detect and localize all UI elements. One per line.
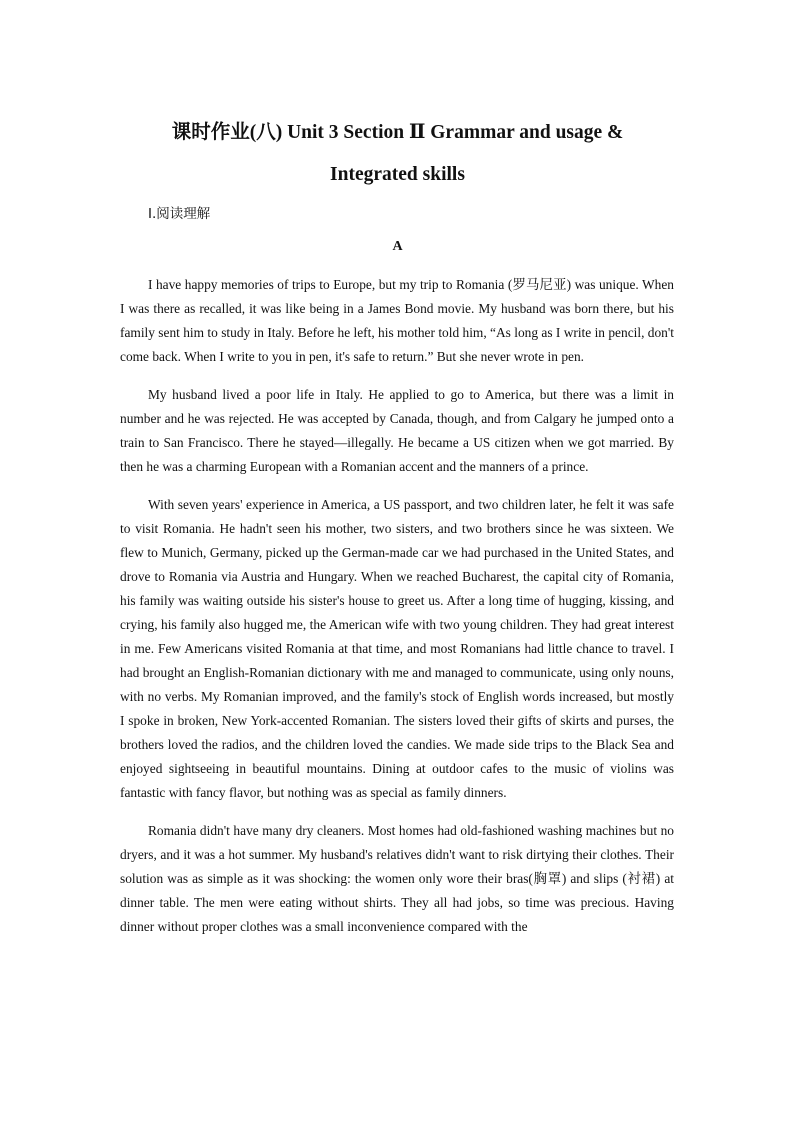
passage-body — [120, 273, 674, 953]
paragraph-2: My husband lived a poor life in Italy. He applied to go to America, but there was a limit in number and he was rejected. He was accepted by Canada, though, and from Calgary he jumped onto a train to San Francisco. There he stayed—illegally. He became a US citizen when we got married. By then he was a charming European with a Romanian accent and the manners of a prince. — [120, 387, 674, 474]
title-line-1: 课时作业(八) Unit 3 Section Ⅱ Grammar and usage & — [171, 122, 624, 143]
paragraph-3: With seven years' experience in America, a US passport, and two children later, he felt it was safe to visit Romania. He hadn't seen his mother, two sisters, and two brothers since he was sixteen. We flew to Munich, Germany, picked up the German-made car we had purchased in the United States, and drove to Romania via Austria and Hungary. When we reached Bucharest, the capital city of Romania, his family was waiting outside his sister's house to greet us. After a long time of hugging, kissing, and crying, his family also hugged me, the American wife with two young children. They had great interest in me. Few Americans visited Romania at that time, and most Romanians had little chance to travel. I had brought an English-Romanian dictionary with me and managed to communicate, using only nouns, with no verbs. My Romanian improved, and the family's stock of English words increased, but mostly I spoke in broken, New York-accented Romanian. The sisters loved their gifts of skirts and purses, the brothers loved the radios, and the children loved the candies. We made side trips to the Black Sea and enjoyed sightseeing in beautiful mountains. Dining at outdoor cafes to the music of violins was fantastic with fancy flavor, but nothing was as special as family dinners. — [120, 497, 674, 800]
part-label: A — [392, 239, 403, 254]
paragraph-1: I have happy memories of trips to Europe, but my trip to Romania (罗马尼亚) was unique. When I was there as recalled, it was like being in a James Bond movie. My husband was born there, but his family sent him to study in Italy. Before he left, his mother told him, “As long as I write in pencil, don't come back. When I write to you in pen, it's safe to return.” But she never wrote in pen. — [120, 277, 674, 364]
page-title — [120, 112, 675, 196]
title-line-2: Integrated skills — [330, 164, 465, 185]
paragraph-4: Romania didn't have many dry cleaners. Most homes had old-fashioned washing machines but no dryers, and it was a hot summer. My husband's relatives didn't want to risk dirtying their clothes. Their solution was as simple as it was shocking: the women only wore their bras(胸罩) and slips (衬裙) at dinner table. The men were eating without shirts. They all had jobs, so time was precious. Having dinner without proper clothes was a small inconvenience compared with the — [120, 823, 674, 934]
section-label: Ⅰ.阅读理解 — [148, 206, 211, 222]
